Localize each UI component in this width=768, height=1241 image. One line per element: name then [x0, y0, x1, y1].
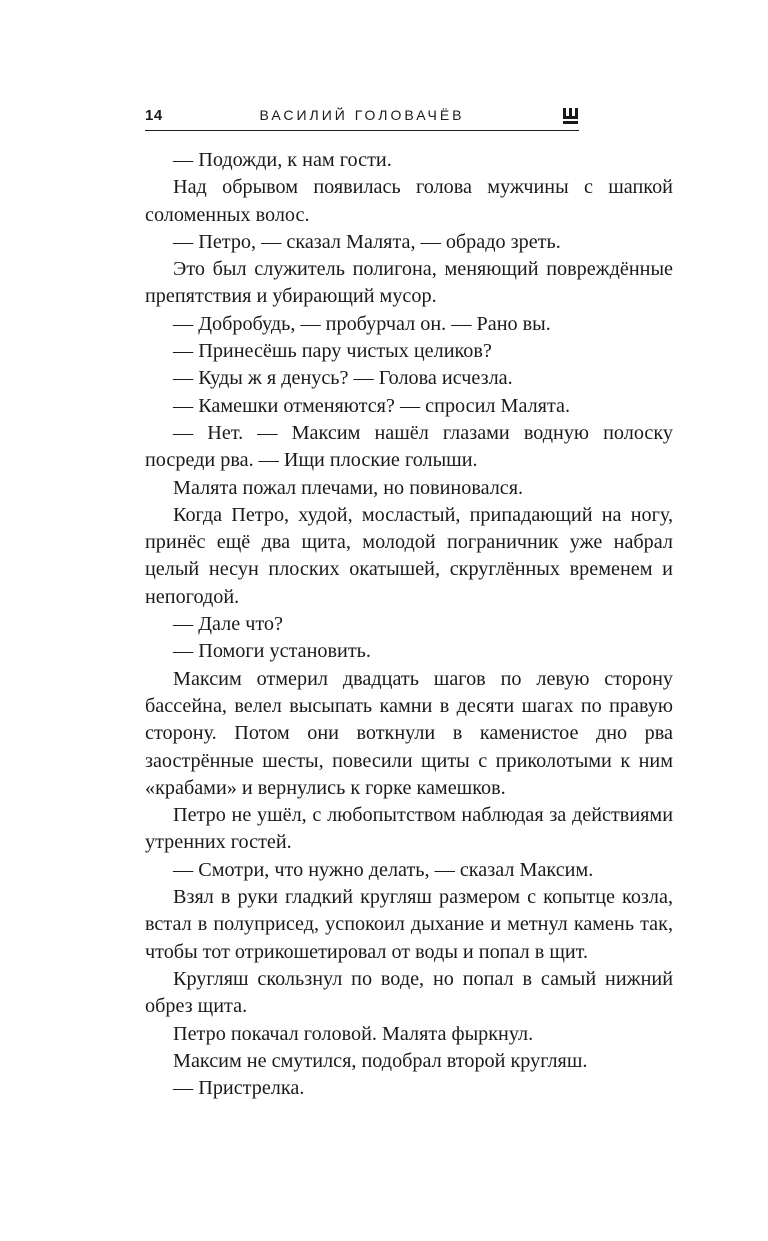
- paragraph: Петро не ушёл, с любопытством наблюдая за действиями утренних гостей.: [145, 804, 673, 854]
- paragraph: Кругляш скользнул по воде, но попал в самый нижний обрез щита.: [145, 967, 673, 1018]
- publisher-logo-icon: [563, 108, 578, 124]
- body-text: [145, 147, 673, 1102]
- paragraph: — Куды ж я денусь? — Голова исчезла.: [173, 367, 513, 390]
- paragraph: — Дале что?: [173, 613, 283, 636]
- paragraph: — Принесёшь пару чистых целиков?: [173, 340, 492, 363]
- paragraph: Когда Петро, худой, мосластый, припадающий на ногу, принёс ещё два щита, молодой пограничник уже набрал целый несун плоских окатышей, скруглённых временем и непогодой.: [145, 503, 673, 608]
- paragraph: — Помоги установить.: [173, 640, 371, 663]
- paragraph: Максим не смутился, подобрал второй кругляш.: [173, 1049, 588, 1072]
- paragraph: Над обрывом появилась голова мужчины с шапкой соломенных волос.: [145, 176, 673, 226]
- page-number: 14: [145, 107, 163, 124]
- paragraph: Взял в руки гладкий кругляш размером с копытце козла, встал в полуприсед, успокоил дыхание и метнул камень так, чтобы тот отрикошетировал от воды и попал в щит.: [145, 886, 673, 963]
- running-header: [145, 106, 579, 131]
- paragraph: Это был служитель полигона, меняющий повреждённые препятствия и убирающий мусор.: [145, 258, 673, 308]
- paragraph: Петро покачал головой. Малята фыркнул.: [173, 1022, 534, 1045]
- paragraph: — Добробудь, — пробурчал он. — Рано вы.: [173, 312, 551, 335]
- paragraph: Максим отмерил двадцать шагов по левую сторону бассейна, велел высыпать камни в десяти шагах по правую сторону. Потом они воткнули в каменистое дно рва заострённые шесты, повесили щиты с приколотыми к ним «крабами» и вернулись к горке камешков.: [145, 667, 673, 799]
- paragraph: — Смотри, что нужно делать, — сказал Максим.: [173, 858, 594, 881]
- paragraph: — Нет. — Максим нашёл глазами водную полоску посреди рва. — Ищи плоские голыши.: [145, 421, 673, 472]
- paragraph: Малята пожал плечами, но повиновался.: [173, 476, 524, 499]
- paragraph: — Петро, — сказал Малята, — обрадо зреть.: [173, 230, 561, 253]
- author-name: ВАСИЛИЙ ГОЛОВАЧЁВ: [259, 107, 465, 123]
- paragraph: — Камешки отменяются? — спросил Малята.: [173, 394, 571, 417]
- paragraph: — Подожди, к нам гости.: [173, 149, 392, 171]
- paragraph: — Пристрелка.: [173, 1077, 305, 1100]
